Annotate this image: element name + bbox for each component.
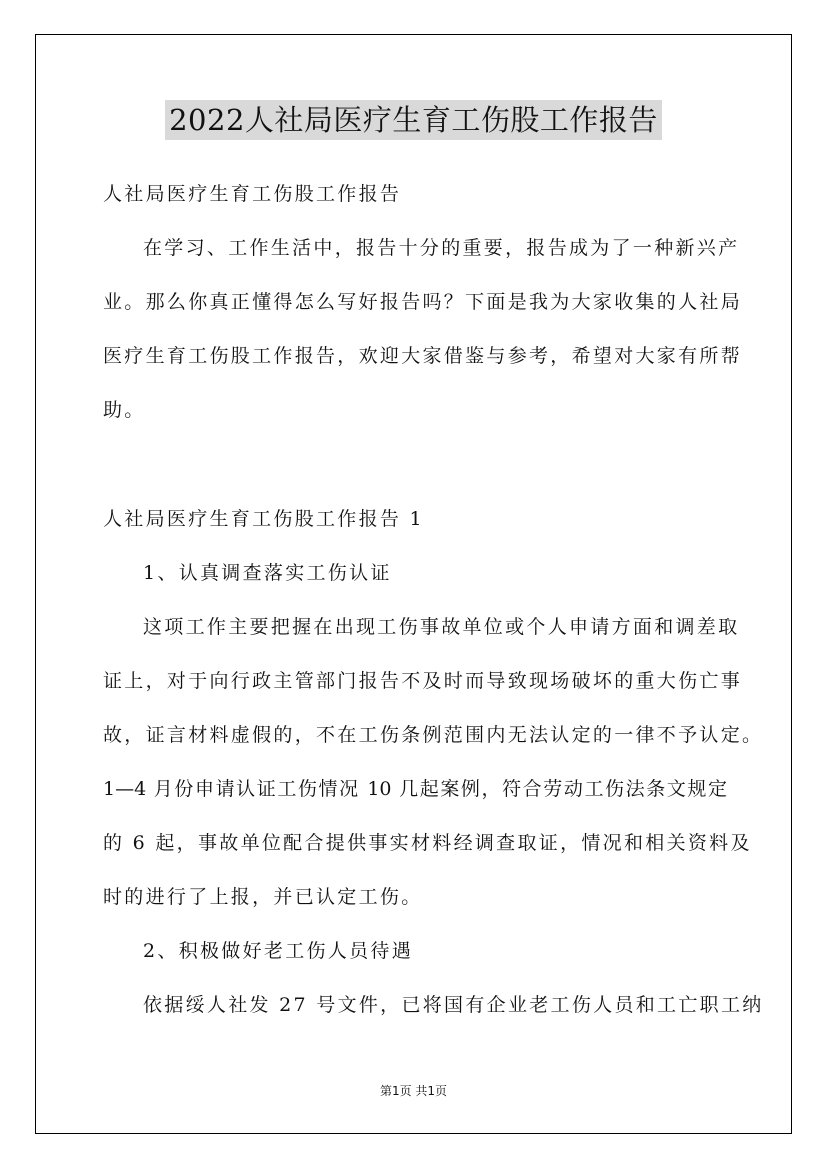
document-subtitle: 人社局医疗生育工伤股工作报告: [103, 183, 402, 205]
item2-line-1: 依据绥人社发 27 号文件，已将国有企业老工伤人员和工亡职工纳: [143, 994, 764, 1016]
document-title: 2022人社局医疗生育工伤股工作报告: [165, 100, 662, 140]
intro-line-2: 业。那么你真正懂得怎么写好报告吗？下面是我为大家收集的人社局: [103, 291, 743, 313]
intro-line-4: 助。: [103, 399, 146, 421]
intro-line-1: 在学习、工作生活中，报告十分的重要，报告成为了一种新兴产: [143, 237, 740, 259]
item1-line-1: 这项工作主要把握在出现工伤事故单位或个人申请方面和调差取: [143, 616, 740, 638]
item1-heading: 1、认真调查落实工伤认证: [143, 562, 392, 584]
item1-line-6: 时的进行了上报，并已认定工伤。: [103, 886, 423, 908]
item1-line-3: 故，证言材料虚假的，不在工伤条例范围内无法认定的一律不予认定。: [103, 724, 764, 746]
title-container: [0, 100, 827, 140]
item1-line-2: 证上，对于向行政主管部门报告不及时而导致现场破坏的重大伤亡事: [103, 670, 743, 692]
section-heading: 人社局医疗生育工伤股工作报告 1: [103, 508, 424, 530]
item1-line-5: 的 6 起，事故单位配合提供事实材料经调查取证，情况和相关资料及: [103, 832, 752, 854]
intro-line-3: 医疗生育工伤股工作报告，欢迎大家借鉴与参考，希望对大家有所帮: [103, 345, 743, 367]
page-footer: 第1页 共1页: [379, 1084, 448, 1098]
item2-heading: 2、积极做好老工伤人员待遇: [143, 940, 413, 962]
item1-line-4: 1—4 月份申请认证工伤情况 10 几起案例，符合劳动工伤法条文规定: [103, 778, 727, 800]
